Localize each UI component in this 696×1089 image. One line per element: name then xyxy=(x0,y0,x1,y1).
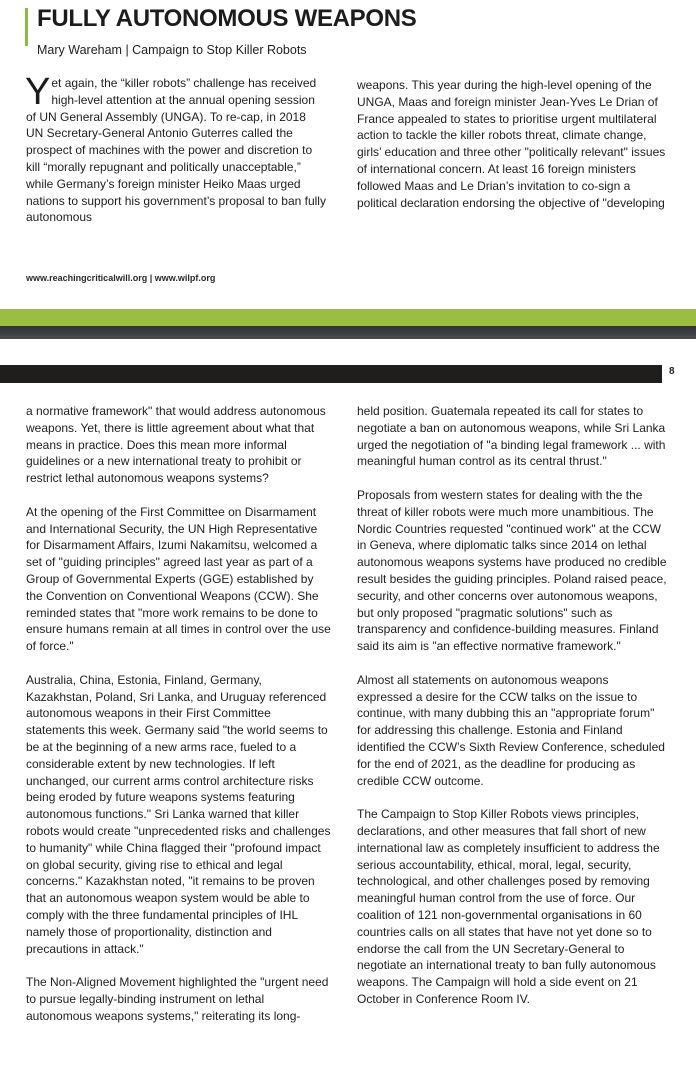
dark-footer-band xyxy=(0,326,696,339)
paragraph: The Campaign to Stop Killer Robots views principles, declarations, and other measures that fall short of new international law as completely insufficient to address the serious accountability, ethical, moral, legal, security, technological, and other challenges posed by removing meaningful human control from the use of force. Our coalition of 121 non-governmental organisations in 60 countries calls on all states that have not yet done so to endorse the call from the UN Secretary-General to negotiate an international treaty to ban fully autonomous weapons. The Campaign will hold a side event on 21 October in Conference Room IV. xyxy=(357,807,660,1006)
paragraph: Australia, China, Estonia, Finland, Germany, Kazakhstan, Poland, Sri Lanka, and Uruguay referenced autonomous weapons in their First Committee statements this week. Germany said "the world seems to be at the beginning of a new arms race, fueled to a considerable extent by new technologies. If left unchanged, our current arms control architecture risks being eroded by future weapons systems featuring autonomous functions." Sri Lanka warned that killer robots would create "unprecedented risks and challenges to humanity" while China flagged their "profound impact on global security, giving rise to ethical and legal concerns." Kazakhstan noted, "it remains to be proven that an autonomous weapon system would be able to comply with the three fundamental principles of IHL namely those of proportionality, distinction and precautions in attack." xyxy=(26,672,331,956)
paragraph: Almost all statements on autonomous weapons expressed a desire for the CCW talks on the issue to continue, with many dubbing this an "appropriate forum" for addressing this challenge. Estonia and Finland identified the CCW’s Sixth Review Conference, scheduled for the end of 2021, as the deadline for producing as credible CCW outcome. xyxy=(357,672,665,788)
article-title: FULLY AUTONOMOUS WEAPONS xyxy=(37,5,417,32)
page-number: 8 xyxy=(669,366,675,377)
paragraph: Proposals from western states for dealing with the the threat of killer robots were much more unambitious. The Nordic Countries requested "continued work" at the CCW in Geneva, where diplomatic talks since 2014 on lethal autonomous weapons systems have produced no credible result besides the guiding principles. Poland raised peace, security, and other concerns over autonomous weapons, but only proposed "pragmatic solutions" such as transparency and confidence-building measures. Finland said its aim is "an effective normative framework." xyxy=(357,487,667,654)
paragraph: The Non-Aligned Movement highlighted the "urgent need to pursue legally-binding instrument on lethal autonomous weapons systems," reiterating its long- xyxy=(26,975,329,1023)
intro-text: et again, the “killer robots” challenge has received high-level attention at the annual opening session of UN General Assembly (UNGA). To re-cap, in 2018 UN Secretary-General Antonio Guterres called the prospect of machines with the power and discretion to kill “morally repugnant and politically unacceptable,” while Germany’s foreign minister Heiko Maas urged nations to support his government’s proposal to ban fully autonomous xyxy=(26,76,326,225)
page2-right-column xyxy=(357,403,667,1008)
drop-cap: Y xyxy=(25,71,51,113)
paragraph: At the opening of the First Committee on Disarmament and International Security, the UN High Representative for Disarmament Affairs, Izumi Nakamitsu, welcomed a set of "guiding principles" agreed last year as part of a Group of Governmental Experts (GGE) established by the Convention on Conventional Weapons (CCW). She reminded states that "more work remains to be done to ensure humans remain at all times in control over the use of force." xyxy=(26,504,331,654)
page1-left-column xyxy=(25,71,326,226)
paragraph: held position. Guatemala repeated its call for states to negotiate a ban on autonomous weapons, while Sri Lanka urged the negotiation of "a binding legal framework ... with meaningful human control as its central thrust." xyxy=(357,404,666,469)
green-footer-band xyxy=(0,309,696,326)
paragraph: weapons. This year during the high-level opening of the UNGA, Maas and foreign minister Jean-Yves Le Drian of France appealed to states to prioritise urgent multilateral action to tackle the killer robots threat, climate change, girls’ education and three other "politically relevant" issues of international concern. At least 16 foreign ministers followed Maas and Le Drian’s invitation to co-sign a political declaration endorsing the objective of "developing xyxy=(357,78,666,210)
page2-left-column xyxy=(26,403,331,1024)
footer-links: www.reachingcriticalwill.org | www.wilpf.org xyxy=(26,273,216,283)
intro-paragraph xyxy=(25,71,326,226)
article-byline: Mary Wareham | Campaign to Stop Killer Robots xyxy=(37,43,307,57)
page1-right-column xyxy=(357,77,667,211)
page-header-bar xyxy=(0,365,662,383)
paragraph: a normative framework" that would address autonomous weapons. Yet, there is little agreement about what that means in practice. Does this mean more informal guidelines or a new international treaty to prohibit or restrict lethal autonomous weapons systems? xyxy=(26,404,326,486)
